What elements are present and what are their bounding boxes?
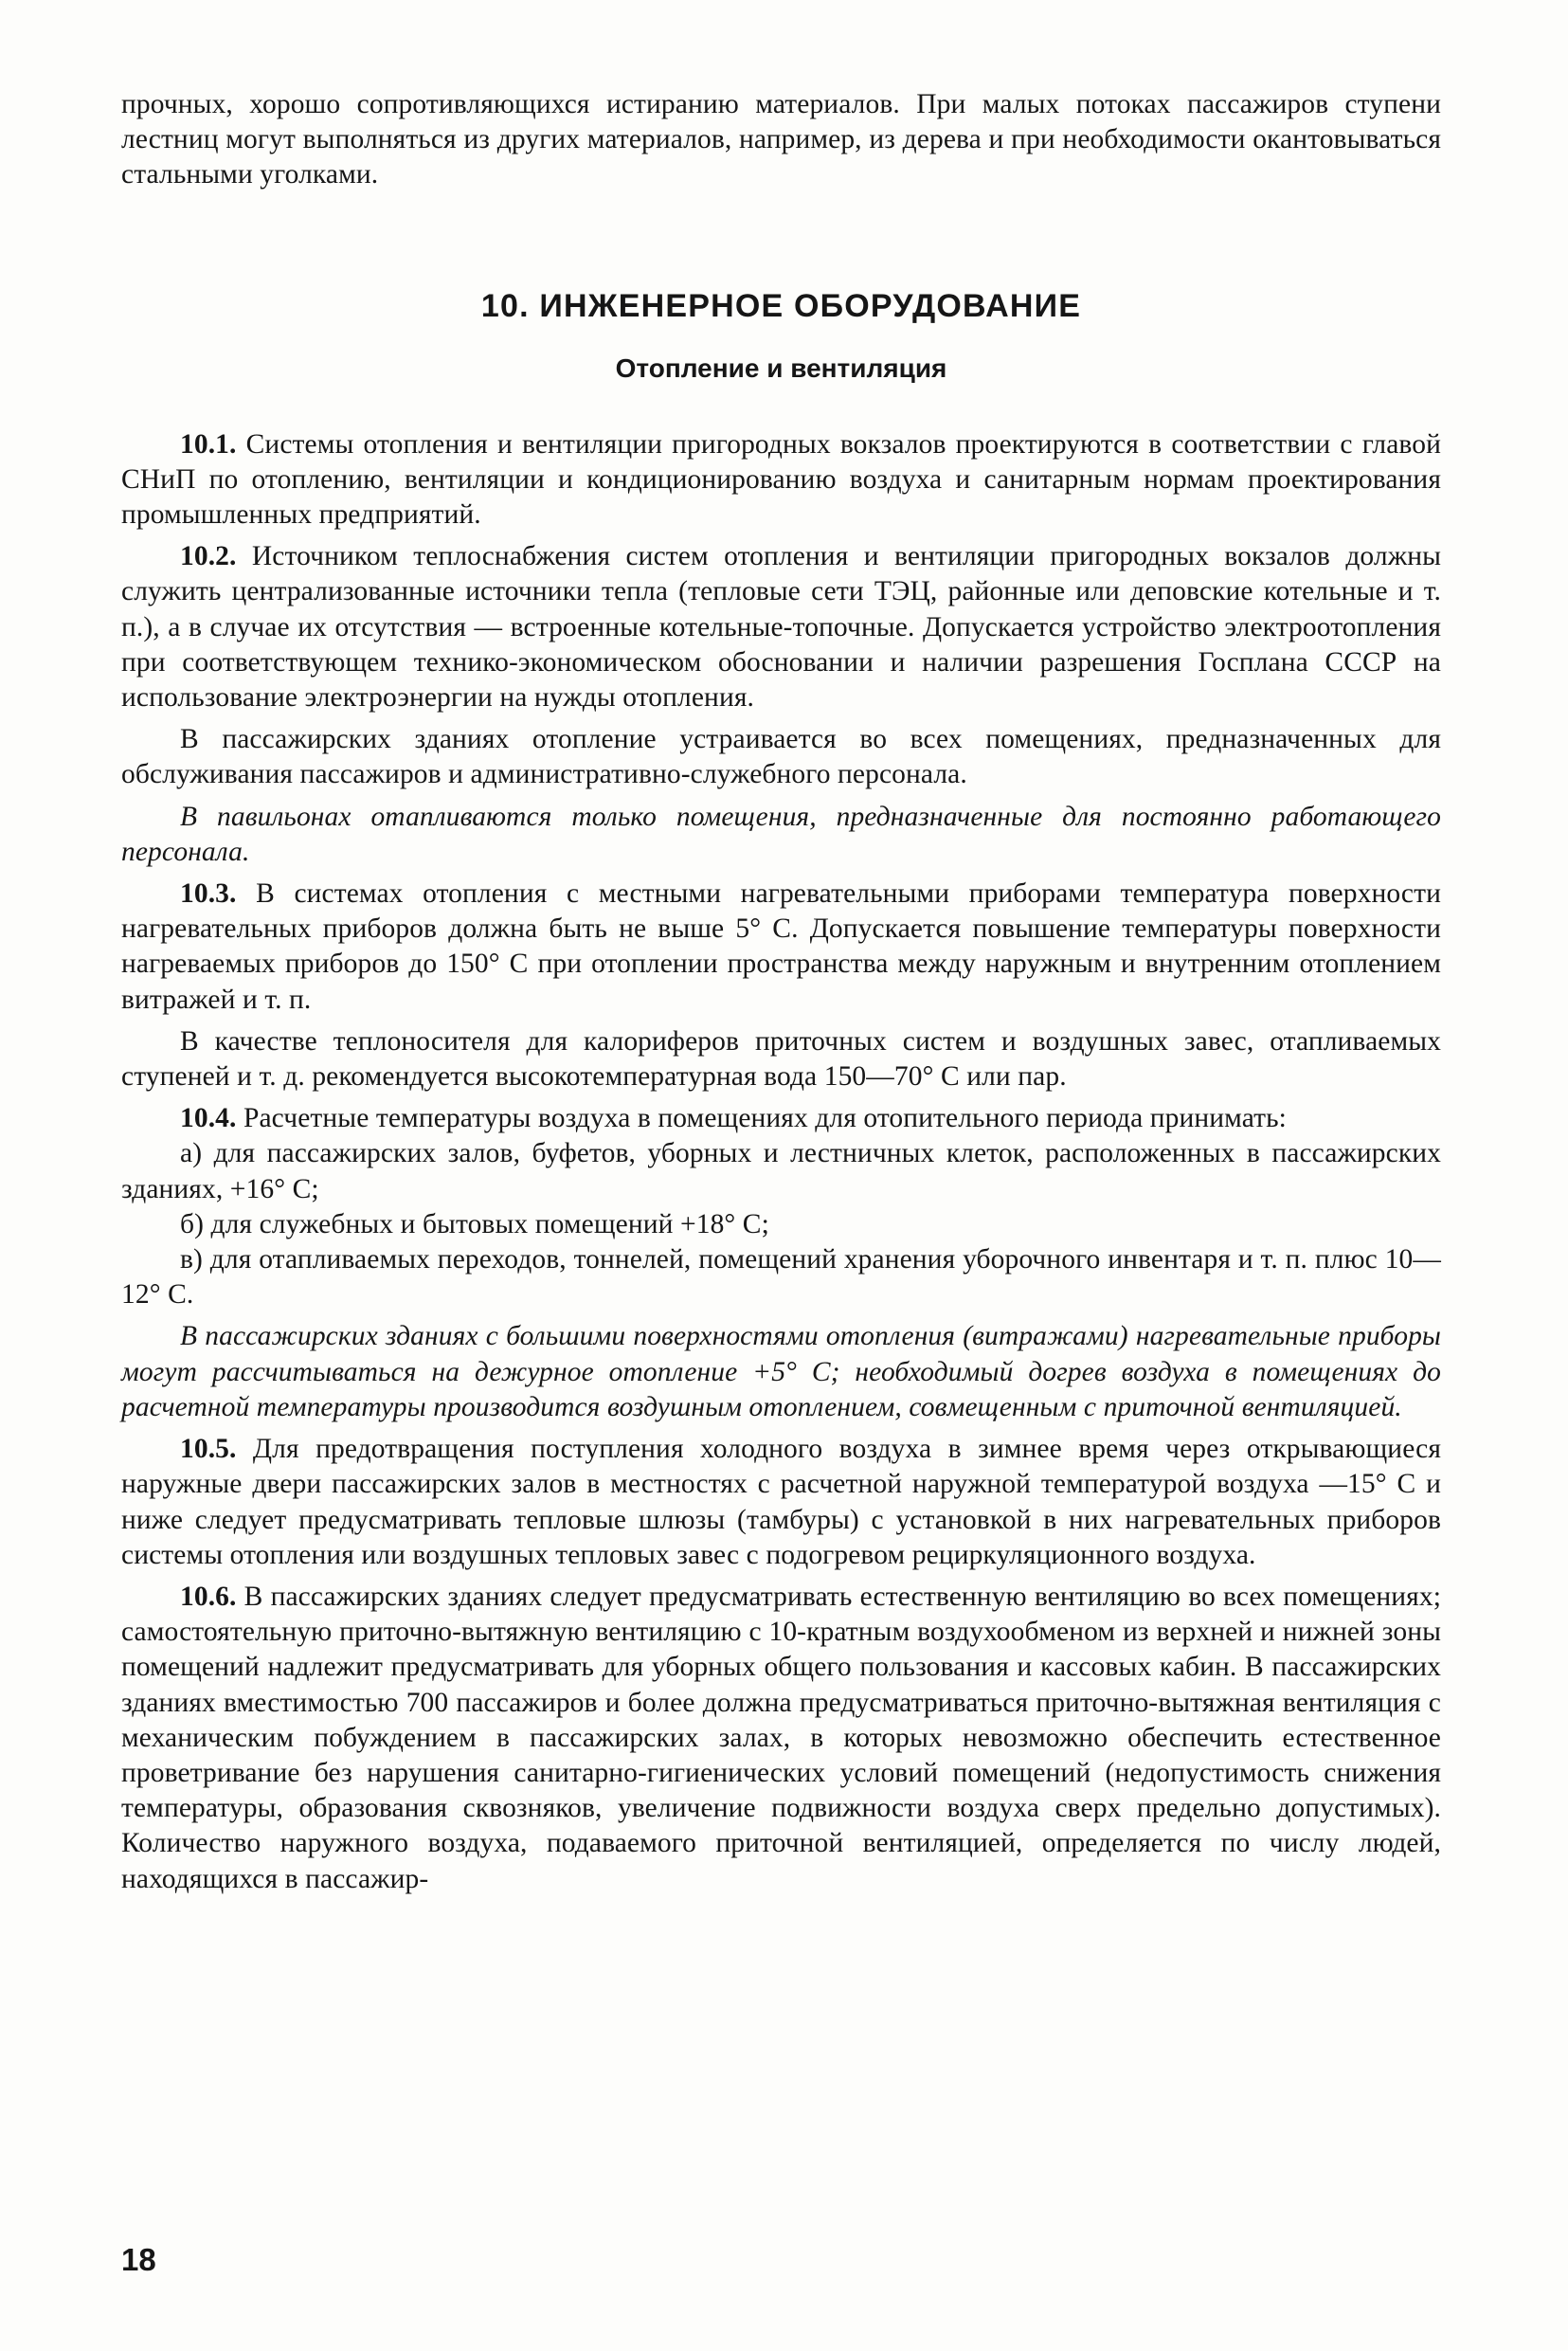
paragraph-10-6 bbox=[121, 1580, 1441, 1897]
section-title: 10. ИНЖЕНЕРНОЕ ОБОРУДОВАНИЕ bbox=[480, 287, 1082, 324]
list-item-b: б) для служебных и бытовых помещений +18° С; bbox=[180, 1208, 769, 1239]
list-item-c: в) для отапливаемых переходов, тоннелей, помещений хранения уборочного инвентаря и т. п. плюс 10—12° С. bbox=[121, 1244, 1441, 1311]
paragraph-text: Для предотвращения поступления холодного воздуха в зимнее время через открывающиеся наружные двери пассажирских залов в местностях с расчетной наружной температурой воздуха —15° С и ниже следует предусматривать тепловые шлюзы (тамбуры) с установкой в них нагревательных приборов системы отопления или воздушных тепловых завес с подогревом рециркуляционного воздуха. bbox=[121, 1434, 1441, 1570]
paragraph-number: 10.3. bbox=[180, 878, 237, 910]
paragraph-10-1 bbox=[121, 427, 1441, 533]
paragraph-10-4 bbox=[121, 1101, 1441, 1136]
intro-paragraph: прочных, хорошо сопротивляющихся истиранию материалов. При малых потоках пассажиров ступени лестниц могут выполняться из других материалов, например, из дерева и при необходимости окантовываться стальными уголками. bbox=[121, 89, 1441, 190]
paragraph-10-3-heat-carrier: В качестве теплоносителя для калориферов приточных систем и воздушных завес, отапливаемых ступеней и т. д. рекомендуется высокотемпературная вода 150—70° С или пар. bbox=[121, 1025, 1441, 1093]
paragraph-text: Источником теплоснабжения систем отопления и вентиляции пригородных вокзалов должны служить централизованные источники тепла (тепловые сети ТЭЦ, районные или деповские котельные и т. п.), а в случае их отсутствия — встроенные котельные-топочные. Допускается устройство электроотопления при соответствующем технико-экономическом обосновании и наличии разрешения Госплана СССР на использование электроэнергии на нужды отопления. bbox=[121, 541, 1441, 714]
paragraph-text: В системах отопления с местными нагревательными приборами температура поверхности нагревательных приборов должна быть не выше 5° С. Допускается повышение температуры поверхности нагреваемых приборов до 150° С при отоплении пространства между наружным и внутренним отоплением витражей и т. п. bbox=[121, 878, 1441, 1015]
paragraph-number: 10.4. bbox=[180, 1103, 237, 1134]
page-content bbox=[121, 87, 1441, 1897]
paragraph-text: В пассажирских зданиях следует предусматривать естественную вентиляцию во всех помещениях; самостоятельную приточно-вытяжную вентиляцию с 10-кратным воздухообменом из верхней и нижней зоны помещений надлежит предусматривать для уборных общего пользования и кассовых кабин. В пассажирских зданиях вместимостью 700 пассажиров и более должна предусматриваться приточно-вытяжная вентиляция с механическим побуждением в пассажирских залах, в которых невозможно обеспечить естественное проветривание без нарушения санитарно-гигиенических условий помещений (недопустимость снижения температуры, образования сквозняков, увеличение подвижности воздуха сверх предельно допустимых). Количество наружного воздуха, подаваемого приточной вентиляцией, определяется по числу людей, находящихся в пассажир- bbox=[121, 1581, 1441, 1894]
list-item-a: а) для пассажирских залов, буфетов, уборных и лестничных клеток, расположенных в пассажирских зданиях, +16° С; bbox=[121, 1138, 1441, 1204]
page-number: 18 bbox=[121, 2242, 156, 2277]
paragraph-10-4-stained-glass: В пассажирских зданиях с большими поверхностями отопления (витражами) нагревательные приборы могут рассчитываться на дежурное отопление +5° С; необходимый догрев воздуха в помещениях до расчетной температуры производится воздушным отоплением, совмещенным с приточной вентиляцией. bbox=[121, 1321, 1441, 1422]
paragraph-number: 10.6. bbox=[180, 1581, 237, 1612]
paragraph-10-2-pavilions: В павильонах отапливаются только помещения, предназначенные для постоянно работающего персонала. bbox=[121, 801, 1441, 867]
paragraph-10-3 bbox=[121, 877, 1441, 1018]
paragraph-10-2 bbox=[121, 539, 1441, 715]
paragraph-number: 10.5. bbox=[180, 1434, 237, 1465]
paragraph-number: 10.1. bbox=[180, 428, 237, 460]
paragraph-text: Системы отопления и вентиляции пригородных вокзалов проектируются в соответствии с главой СНиП по отоплению, вентиляции и кондиционированию воздуха и санитарным нормам проектирования промышленных предприятий. bbox=[121, 428, 1441, 531]
subsection-title: Отопление и вентиляция bbox=[615, 353, 947, 383]
paragraph-number: 10.2. bbox=[180, 541, 237, 572]
paragraph-10-5 bbox=[121, 1432, 1441, 1573]
paragraph-10-2-heating-rooms: В пассажирских зданиях отопление устраивается во всех помещениях, предназначенных для обслуживания пассажиров и административно-служебного персонала. bbox=[121, 724, 1441, 790]
paragraph-text: Расчетные температуры воздуха в помещениях для отопительного периода принимать: bbox=[236, 1103, 1287, 1134]
